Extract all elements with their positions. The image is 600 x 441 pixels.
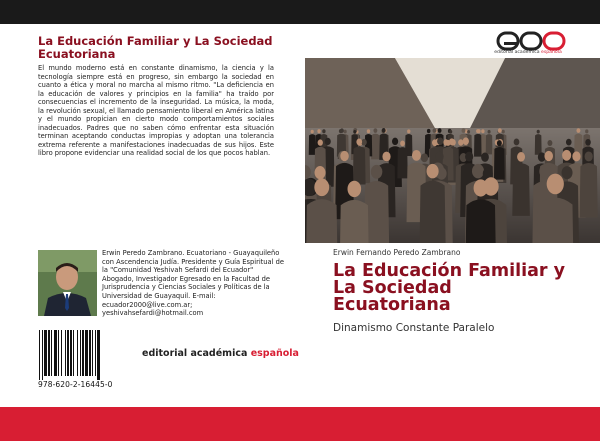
barcode-icon <box>38 330 124 382</box>
back-cover-title: La Educación Familiar y La Sociedad Ecuatoriana <box>38 34 273 61</box>
front-cover-title: La Educación Familiar y La Sociedad Ecuatoriana <box>333 261 566 315</box>
publisher-name-accent: española <box>250 348 299 359</box>
author-biography: Erwin Peredo Zambrano. Ecuatoriano - Guayaquileño con Ascendencia Judía. Presidente y Guía Espiritual de la "Comunidad Yeshivah Sefardi del Ecuador" Abogado, Investigador Egresado en la Facultad de Jurisprudencia y Ciencias Sociales y Políticas de la Universidad de Guayaquil. E-mail: ecuador2000@live.com.ar; yeshivahsefardi@hotmail.com <box>102 249 284 318</box>
logo-text-accent: española <box>541 50 562 55</box>
publisher-name-main: editorial académica <box>142 348 251 359</box>
front-author-name: Erwin Fernando Peredo Zambrano <box>333 248 461 257</box>
publisher-name-back <box>142 348 299 359</box>
logo-text-main: editorial académica <box>494 50 542 55</box>
author-photo <box>38 250 97 316</box>
isbn-number: 978-620-2-16445-0 <box>38 380 113 389</box>
publisher-logo-text <box>478 50 578 55</box>
back-cover-synopsis: El mundo moderno está en constante dinamismo, la ciencia y la tecnología siempre está en progreso, sin embargo la sociedad en cuanto a ética y moral no marcha al mismo ritmo. "La deficiencia en la educación de valores y principios en la familia" ha traído por consecuencias el incremento de la inseguridad. La música, la moda, la revolución sexual, el llamado pensamiento liberal en América latina y el mundo propician en cierto modo comportamientos sociales inadecuados. Padres que no saben cómo enfrentar esta situación terminan aceptando conductas impropias y adoptan una tolerancia extrema referente a manifestaciones inadecuadas de sus hijos. Este libro propone evidenciar una realidad social de los que pocos hablan. <box>38 64 274 158</box>
cover-photo-crowd <box>305 58 600 243</box>
bottom-band <box>0 407 600 441</box>
front-cover-subtitle: Dinamismo Constante Paralelo <box>333 322 495 334</box>
top-band <box>0 0 600 24</box>
